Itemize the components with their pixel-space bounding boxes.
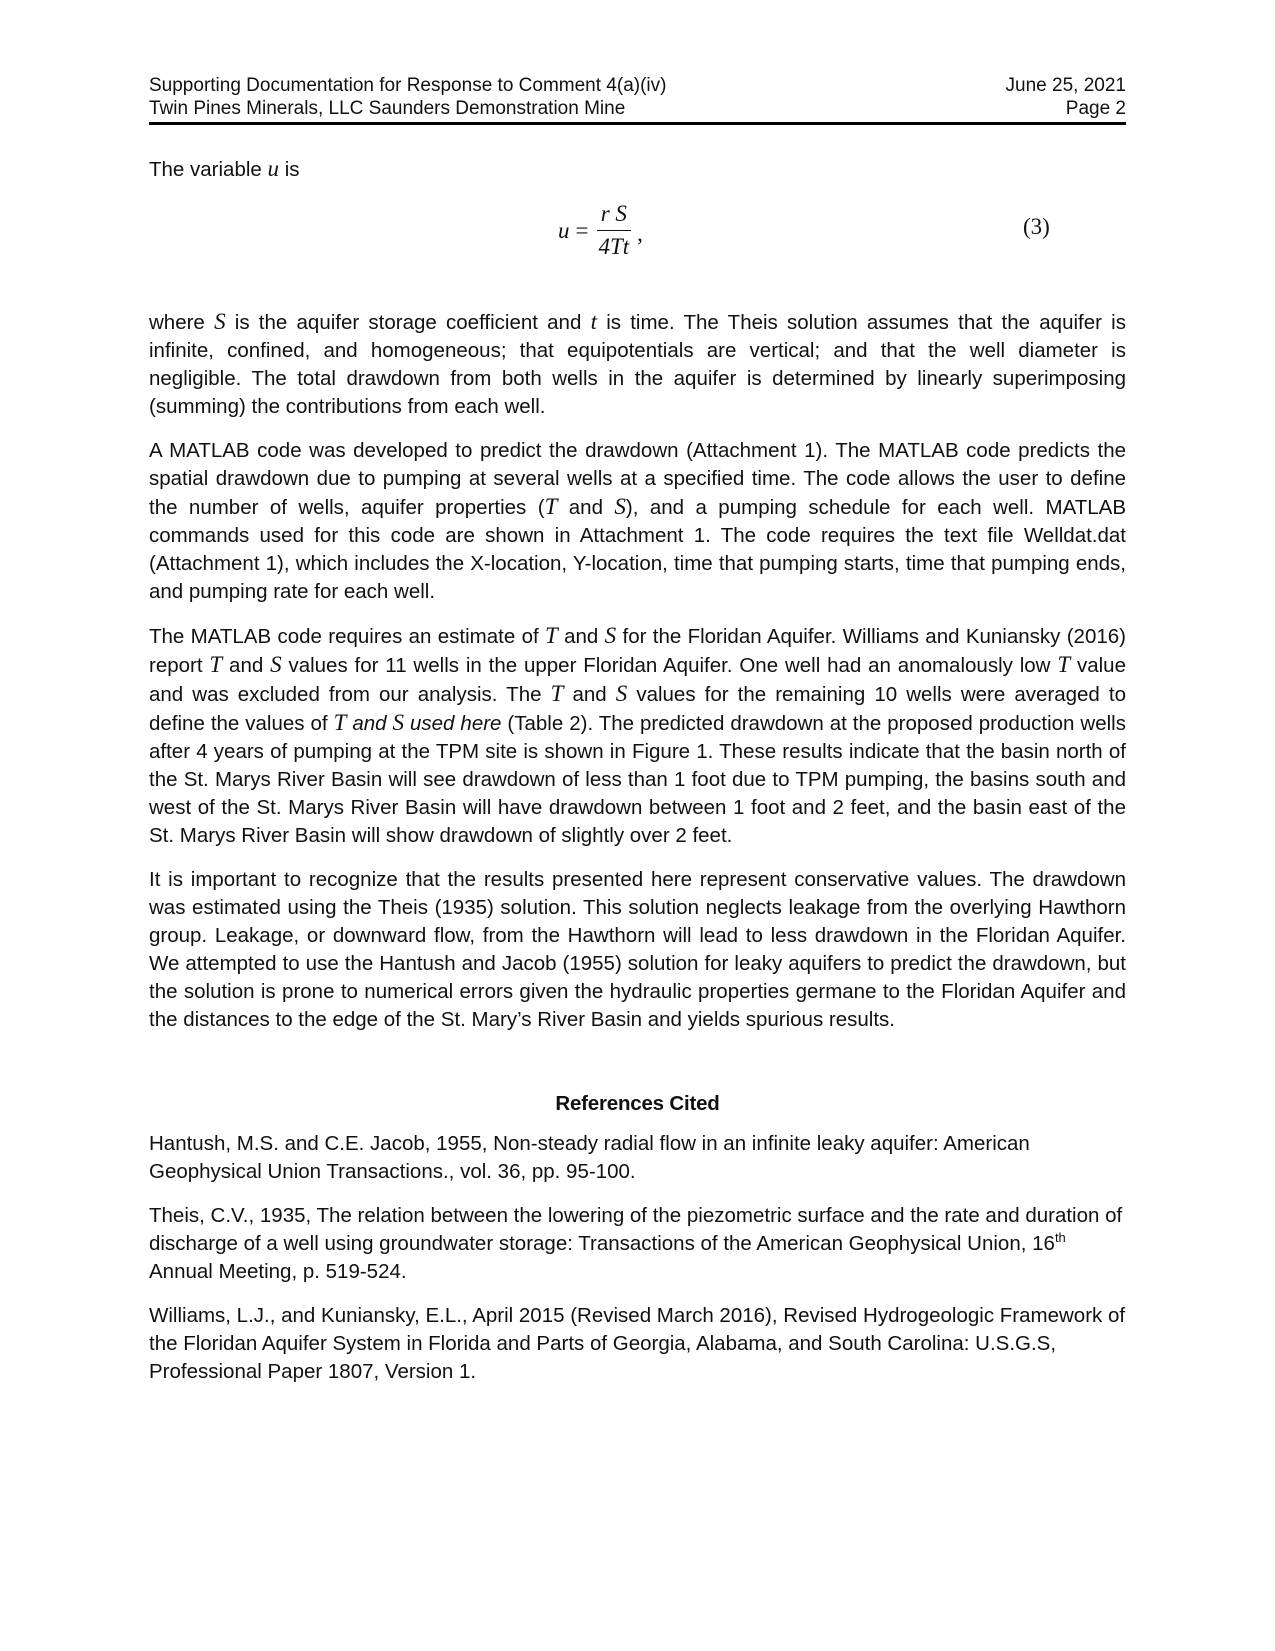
paragraph-theis-assumptions: where S is the aquifer storage coefficient and t is time. The Theis solution assumes that the aquifer is infinite, confined, and homogeneous; that equipotentials are vertical; and that the well diameter is negligible. The total drawdown from both wells in the aquifer is determined by linearly superimposing (summing) the contributions from each well. [149, 309, 1126, 418]
header-right [1006, 74, 1126, 120]
equation-comma: , [637, 220, 643, 246]
header-left [149, 74, 666, 120]
body-text [149, 308, 1126, 1034]
document-page [149, 74, 1126, 1402]
equation-lhs: u [558, 217, 570, 243]
header-page-number: Page 2 [1065, 98, 1126, 119]
fraction-denominator: 4Tt [598, 234, 630, 259]
reference-theis: Theis, C.V., 1935, The relation between the lowering of the piezometric surface and the rate and duration of discharge of a well using groundwater storage: Transactions of the American Geophysical Union, 16th Annual Meeting, p. 519-524. [149, 1204, 1123, 1283]
equals-sign: = [575, 217, 589, 243]
fraction [594, 200, 633, 261]
paragraph-conservative-values: It is important to recognize that the results presented here represent conservative values. The drawdown was estimated using the Theis (1935) solution. This solution neglects leakage from the overlying Hawthorn group. Leakage, or downward flow, from the Hawthorn will lead to less drawdown in the Floridan Aquifer. We attempted to use the Hantush and Jacob (1955) solution for leaky aquifers to predict the drawdown, but the solution is prone to numerical errors given the hydraulic properties germane to the Floridan Aquifer and the distances to the edge of the St. Mary’s River Basin and yields spurious results. [149, 868, 1126, 1031]
reference-williams-kuniansky: Williams, L.J., and Kuniansky, E.L., April 2015 (Revised March 2016), Revised Hydrogeologic Framework of the Floridan Aquifer System in Florida and Parts of Georgia, Alabama, and South Carolina: U.S.G.S, Professional Paper 1807, Version 1. [149, 1304, 1126, 1383]
reference-hantush-jacob: Hantush, M.S. and C.E. Jacob, 1955, Non-steady radial flow in an infinite leaky aquifer: American Geophysical Union Transactions., vol. 36, pp. 95-100. [149, 1132, 1030, 1183]
paragraph-results: The MATLAB code requires an estimate of T and S for the Floridan Aquifer. Williams and Kuniansky (2016) report T and S values for 11 wells in the upper Floridan Aquifer. One well had an anomalously low T value and was excluded from our analysis. The T and S values for the remaining 10 wells were averaged to define the values of T and S used here (Table 2). The predicted drawdown at the proposed production wells after 4 years of pumping at the TPM site is shown in Figure 1. These results indicate that the basin north of the St. Marys River Basin will see drawdown of less than 1 foot due to TPM pumping, the basins south and west of the St. Marys River Basin will have drawdown between 1 foot and 2 feet, and the basin east of the St. Marys River Basin will show drawdown of slightly over 2 feet. [149, 623, 1126, 847]
header-date: June 25, 2021 [1005, 75, 1126, 96]
references-heading: References Cited [555, 1092, 720, 1115]
page-header [149, 74, 1126, 125]
paragraph-matlab-code: A MATLAB code was developed to predict the drawdown (Attachment 1). The MATLAB code predicts the spatial drawdown due to pumping at several wells at a specified time. The code allows the user to define the number of wells, aquifer properties (T and S), and a pumping schedule for each well. MATLAB commands used for this code are shown in Attachment 1. The code requires the text file Welldat.dat (Attachment 1), which includes the X-location, Y-location, time that pumping starts, time that pumping ends, and pumping rate for each well. [149, 439, 1126, 603]
equation-3 [558, 200, 643, 261]
equation-number: (3) [1023, 214, 1050, 239]
header-subtitle: Twin Pines Minerals, LLC Saunders Demonstration Mine [149, 98, 626, 119]
fraction-numerator: r S [597, 200, 631, 231]
equation-intro: The variable u is [149, 156, 300, 181]
header-title: Supporting Documentation for Response to Comment 4(a)(iv) [149, 75, 667, 96]
equation-block [149, 190, 1126, 286]
math-var-u: u [267, 156, 280, 181]
